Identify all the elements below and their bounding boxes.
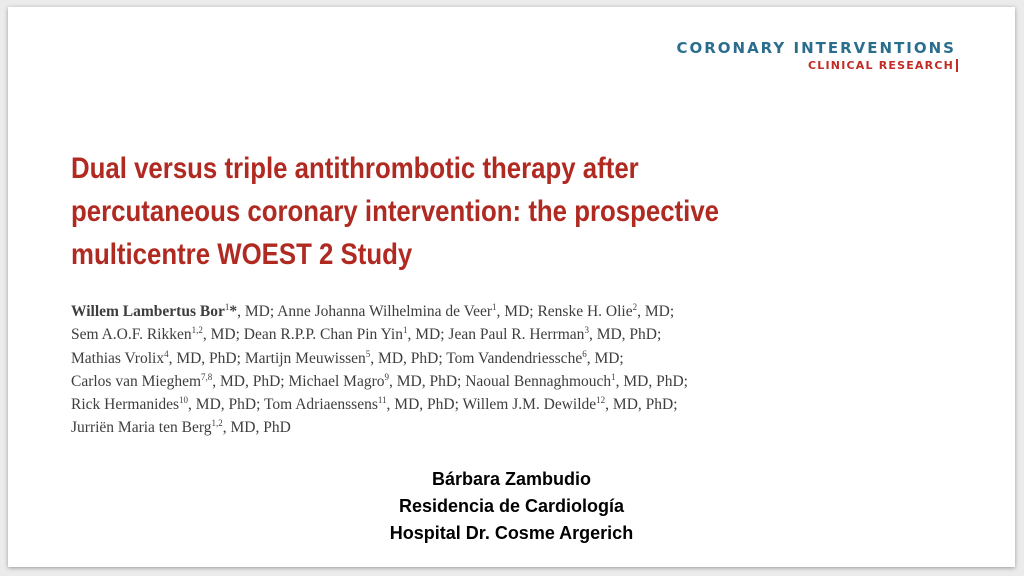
author-name: Rick Hermanides [71,396,180,414]
journal-logo [676,41,958,72]
author-name: Mathias Vrolix [71,349,165,367]
author-affiliation: 5 [365,348,371,359]
author-name: Willem Lambertus Bor [71,303,225,320]
presenter-hospital: Hospital Dr. Cosme Argerich [389,523,634,543]
author-name: Anne Johanna Wilhelmina de Veer [277,303,493,320]
author-degree: , MD; [637,303,675,320]
author-line [71,393,871,416]
author-affiliation: 6 [582,348,587,359]
presenter-program: Residencia de Cardiología [398,496,625,516]
author-degree: , MD, PhD; [615,372,688,390]
author-name: Sem A.O.F. Rikken [71,326,192,344]
author-affiliation: 1,2 [211,418,223,429]
corresponding-author-mark: * [229,303,238,320]
author-line [71,370,871,393]
author-line [71,416,871,439]
author-affiliation: 12 [596,395,606,406]
author-degree: , MD, PhD [222,419,291,437]
author-name: Tom Adriaenssens [264,396,378,414]
author-affiliation: 3 [584,325,589,336]
author-line [71,323,871,346]
author-affiliation: 11 [377,395,387,406]
author-name: Renske H. Olie [537,303,633,320]
author-degree: , MD, PhD; [605,396,678,414]
author-name: Naoual Bennaghmouch [465,372,612,390]
author-degree: , MD; [586,349,624,367]
author-name: Jean Paul R. Herrman [448,326,585,344]
author-degree: , MD; [202,326,244,344]
author-name: Willem J.M. Dewilde [462,396,597,414]
author-affiliation: 1,2 [191,325,203,336]
author-line [71,300,871,323]
author-affiliation: 1 [611,371,616,382]
author-degree: , MD, PhD; [386,396,463,414]
author-degree: , MD; [496,303,538,320]
author-affiliation: 9 [384,371,389,382]
author-affiliation: 10 [179,395,189,406]
author-name: Martijn Meuwissen [244,349,366,367]
author-name: Tom Vandendriessche [446,349,583,367]
author-line [71,347,871,370]
author-name: Michael Magro [288,372,385,390]
author-name: Jurriën Maria ten Berg [71,419,212,437]
author-degree: , MD; [407,326,449,344]
author-degree: , MD, PhD; [370,349,447,367]
journal-section: CLINICAL RESEARCH [808,59,958,72]
author-degree: , MD, PhD; [588,326,662,344]
author-degree: , MD, PhD; [388,372,466,390]
author-affiliation: 1 [224,302,230,312]
presenter-name: Bárbara Zambudio [431,469,592,489]
presenter-block [8,466,1015,547]
author-affiliation: 4 [164,348,169,359]
author-name: Carlos van Mieghem [71,372,202,390]
author-name: Dean R.P.P. Chan Pin Yin [243,326,403,344]
author-affiliation: 2 [632,302,638,312]
paper-title: Dual versus triple antithrombotic therapy after percutaneous coronary intervention: the prospective multicentre WOEST 2 Study [71,152,720,271]
author-degree: , MD, PhD; [168,349,245,367]
author-degree: , MD; [237,303,278,320]
author-degree: , MD, PhD; [188,396,264,414]
journal-name: CORONARY INTERVENTIONS [676,39,956,57]
author-list [71,300,871,440]
author-affiliation: 7,8 [201,371,213,382]
author-affiliation: 1 [402,325,408,336]
author-degree: , MD, PhD; [212,372,289,390]
author-affiliation: 1 [492,302,497,312]
slide [8,7,1015,567]
